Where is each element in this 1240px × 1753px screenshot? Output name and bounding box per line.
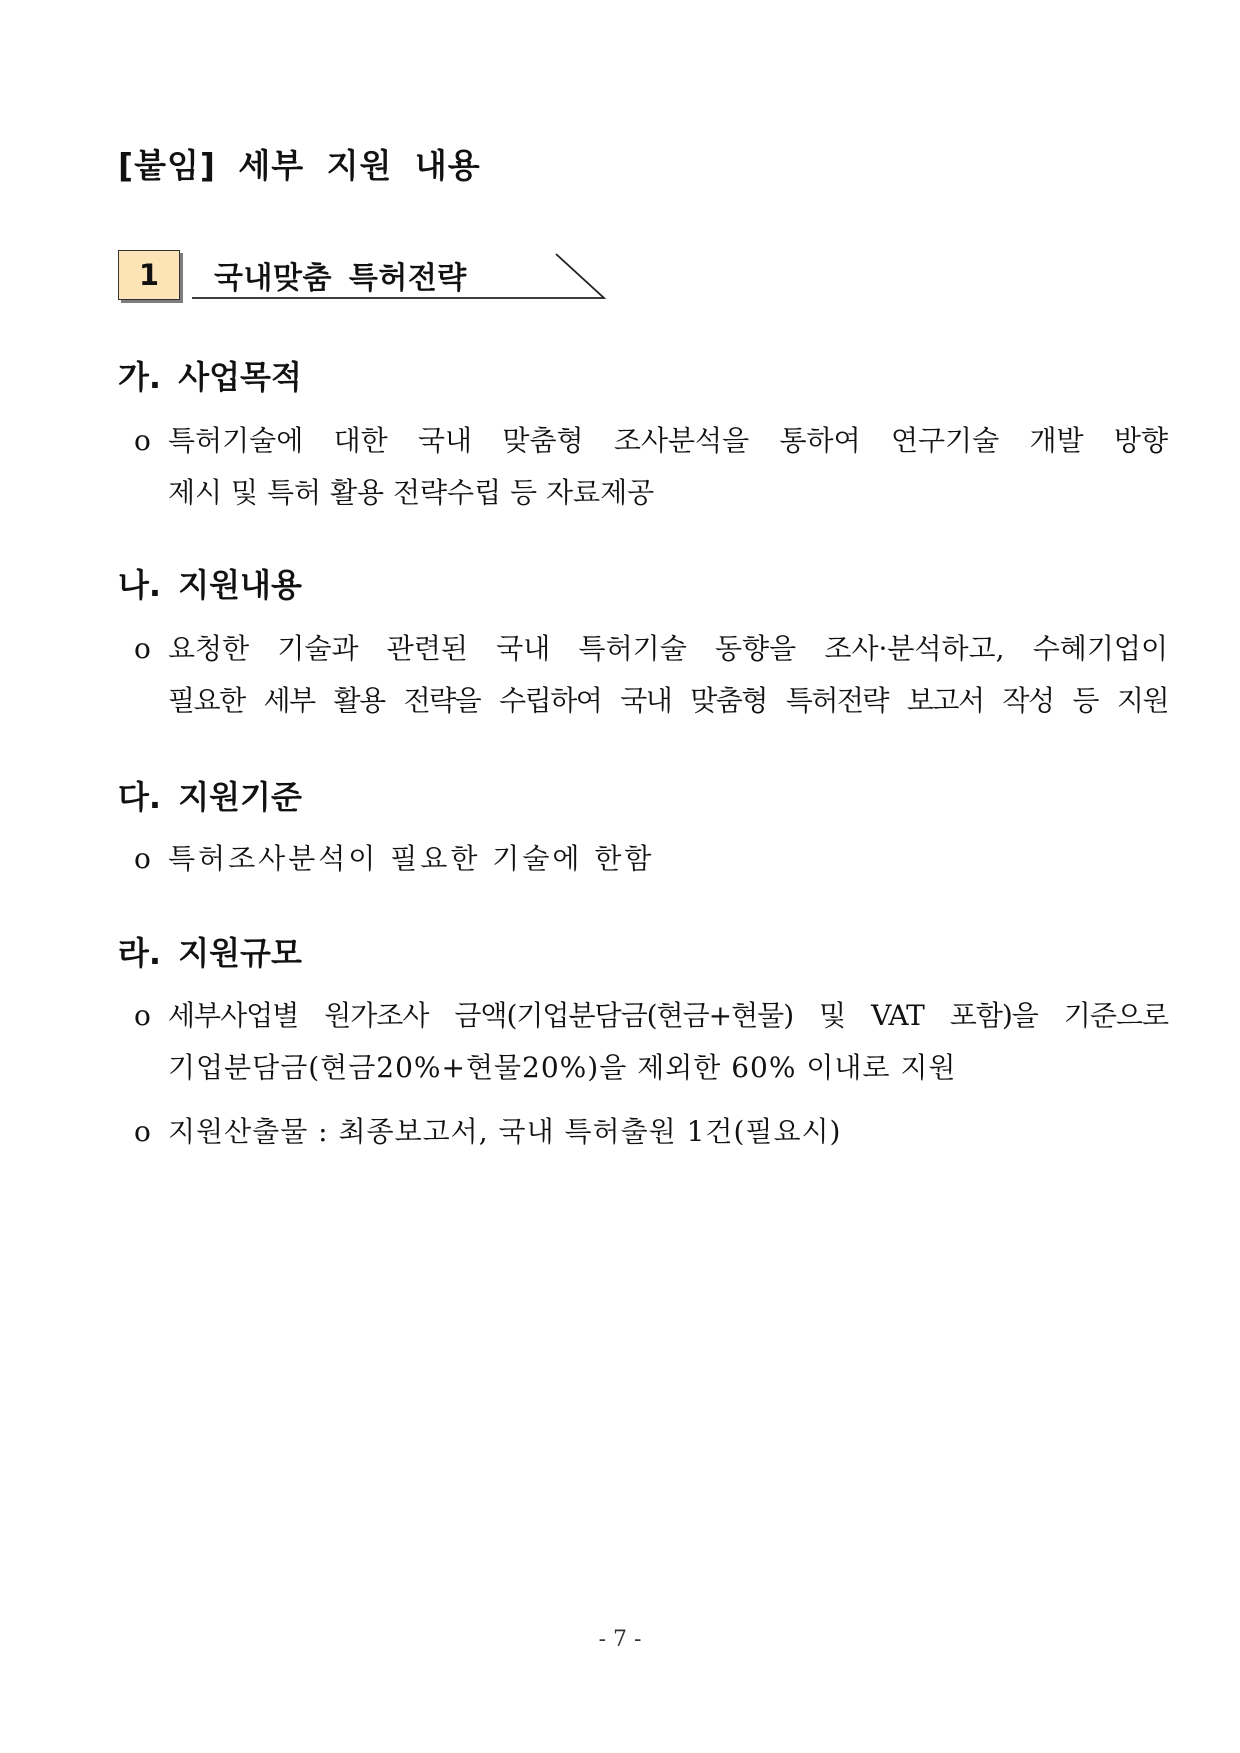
bullet-marker: o xyxy=(134,1115,151,1148)
bullet-line: 세부사업별 원가조사 금액(기업분담금(현금+현물) 및 VAT 포함)을 기준으로 xyxy=(168,999,1168,1032)
bullet-marker: o xyxy=(134,842,151,875)
section-underline-icon xyxy=(118,250,608,306)
bullet-purpose xyxy=(134,415,1168,519)
section-header xyxy=(118,250,604,306)
bullet-line: 특허조사분석이 필요한 기술에 한함 xyxy=(168,842,655,875)
section-number-box: 1 xyxy=(118,250,180,300)
bullet-marker: o xyxy=(134,424,151,457)
page-number: - 7 - xyxy=(598,1627,642,1652)
bullet-line: 지원산출물 : 최종보고서, 국내 특허출원 1건(필요시) xyxy=(168,1115,842,1148)
bullet-scale xyxy=(134,990,1168,1094)
bullet-content xyxy=(134,623,1168,727)
subsection-heading-content: 나. 지원내용 xyxy=(118,566,302,604)
subsection-heading-criteria: 다. 지원기준 xyxy=(118,778,302,816)
subsection-heading-scale: 라. 지원규모 xyxy=(118,934,302,972)
bullet-line: 특허기술에 대한 국내 맞춤형 조사분석을 통하여 연구기술 개발 방향 xyxy=(168,424,1168,457)
bullet-line: 요청한 기술과 관련된 국내 특허기술 동향을 조사·분석하고, 수혜기업이 xyxy=(168,632,1168,665)
bullet-marker: o xyxy=(134,999,151,1032)
page-title: [붙임] 세부 지원 내용 xyxy=(118,146,481,185)
bullet-marker: o xyxy=(134,632,151,665)
bullet-line: 기업분담금(현금20%+현물20%)을 제외한 60% 이내로 지원 xyxy=(168,1051,957,1084)
section-title: 국내맞춤 특허전략 xyxy=(214,261,467,296)
bullet-criteria xyxy=(134,833,654,885)
bullet-line: 필요한 세부 활용 전략을 수립하여 국내 맞춤형 특허전략 보고서 작성 등 지원 xyxy=(168,684,1168,717)
bullet-line: 제시 및 특허 활용 전략수립 등 자료제공 xyxy=(168,476,655,509)
subsection-heading-purpose: 가. 사업목적 xyxy=(118,358,302,396)
bullet-deliverables xyxy=(134,1106,841,1158)
